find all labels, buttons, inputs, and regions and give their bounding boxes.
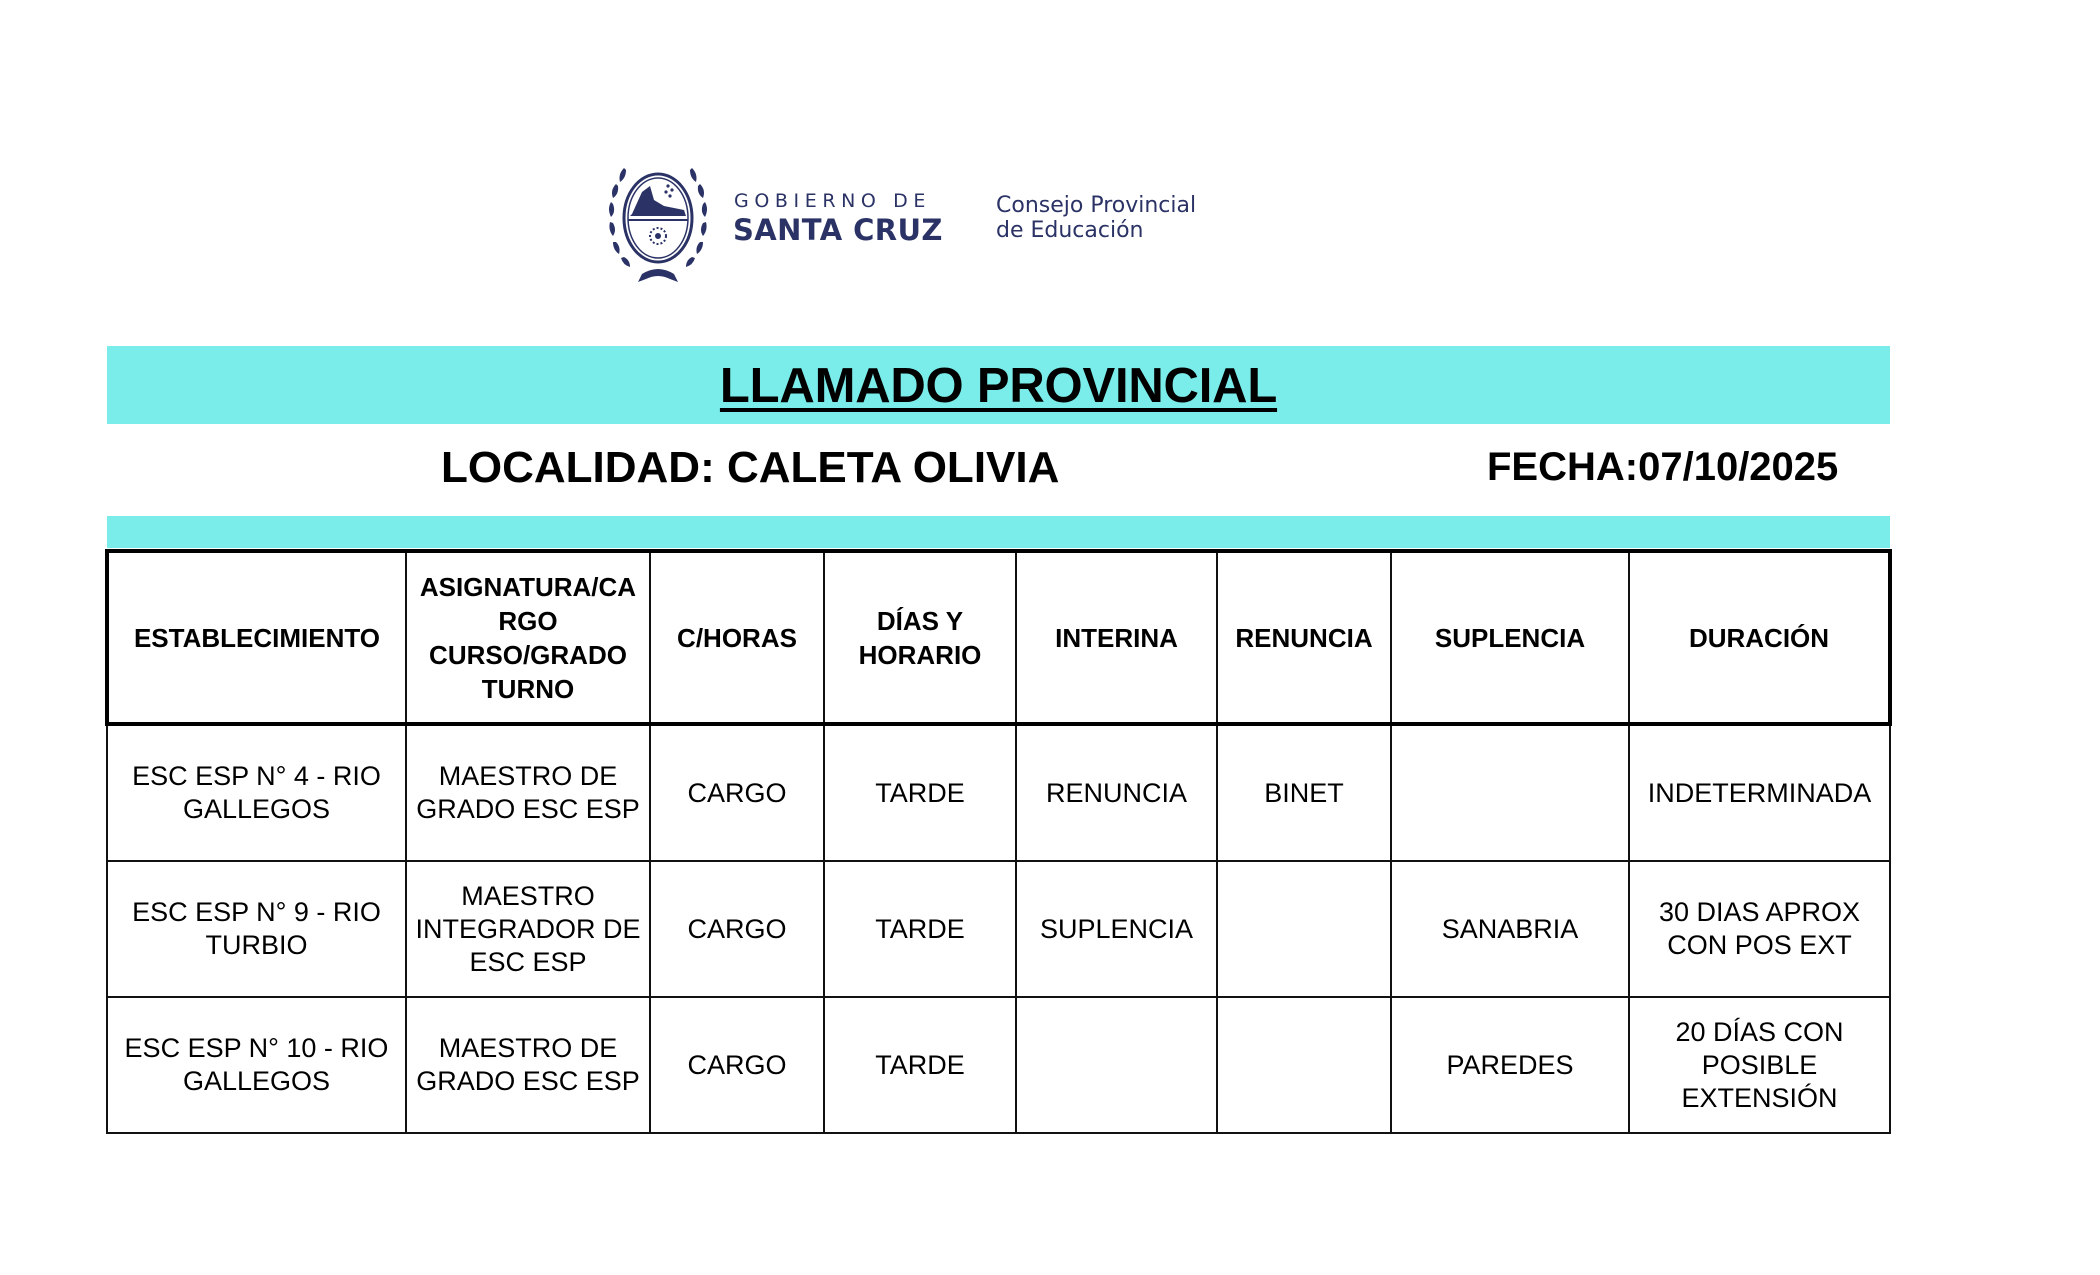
column-header-asignatura: ASIGNATURA/CA RGO CURSO/GRADO TURNO	[406, 551, 650, 724]
separator-band	[107, 516, 1890, 548]
fecha-label: FECHA:07/10/2025	[1487, 445, 1839, 489]
document-title: LLAMADO PROVINCIAL	[719, 359, 1278, 413]
cell-dias-horario: TARDE	[824, 861, 1016, 997]
table-header-row	[107, 551, 1890, 724]
cell-c-horas: CARGO	[650, 997, 824, 1133]
cell-duracion: INDETERMINADA	[1629, 724, 1890, 861]
cell-c-horas: CARGO	[650, 861, 824, 997]
cell-interina	[1016, 997, 1217, 1133]
education-council-line2: de Educación	[996, 218, 1144, 243]
column-header-renuncia: RENUNCIA	[1217, 551, 1391, 724]
localidad-label: LOCALIDAD: CALETA OLIVIA	[441, 443, 1060, 492]
table-row	[107, 997, 1890, 1133]
government-name-line1: GOBIERNO DE	[734, 190, 931, 212]
cell-duracion: 20 DÍAS CON POSIBLE EXTENSIÓN	[1629, 997, 1890, 1133]
cell-establecimiento: ESC ESP N° 10 - RIO GALLEGOS	[107, 997, 406, 1133]
cell-establecimiento: ESC ESP N° 4 - RIO GALLEGOS	[107, 724, 406, 861]
education-council-line1: Consejo Provincial	[996, 193, 1197, 218]
cell-dias-horario: TARDE	[824, 997, 1016, 1133]
cell-suplencia: PAREDES	[1391, 997, 1629, 1133]
santa-cruz-coat-of-arms-icon	[606, 156, 710, 286]
column-header-establecimiento: ESTABLECIMIENTO	[107, 551, 406, 724]
cell-renuncia	[1217, 997, 1391, 1133]
table-row	[107, 724, 1890, 861]
table-row	[107, 861, 1890, 997]
cell-asignatura: MAESTRO DE GRADO ESC ESP	[406, 724, 650, 861]
cell-interina: SUPLENCIA	[1016, 861, 1217, 997]
cell-suplencia: SANABRIA	[1391, 861, 1629, 997]
cell-dias-horario: TARDE	[824, 724, 1016, 861]
vacancies-table	[105, 549, 1892, 1134]
cell-duracion: 30 DIAS APROX CON POS EXT	[1629, 861, 1890, 997]
education-council-name	[996, 193, 1196, 243]
cell-c-horas: CARGO	[650, 724, 824, 861]
cell-asignatura: MAESTRO INTEGRADOR DE ESC ESP	[406, 861, 650, 997]
cell-establecimiento: ESC ESP N° 9 - RIO TURBIO	[107, 861, 406, 997]
column-header-dias-horario: DÍAS Y HORARIO	[824, 551, 1016, 724]
cell-asignatura: MAESTRO DE GRADO ESC ESP	[406, 997, 650, 1133]
cell-renuncia: BINET	[1217, 724, 1391, 861]
column-header-interina: INTERINA	[1016, 551, 1217, 724]
title-band	[107, 346, 1890, 424]
column-header-c-horas: C/HORAS	[650, 551, 824, 724]
government-name-line2: SANTA CRUZ	[733, 213, 943, 247]
cell-interina: RENUNCIA	[1016, 724, 1217, 861]
cell-suplencia	[1391, 724, 1629, 861]
column-header-duracion: DURACIÓN	[1629, 551, 1890, 724]
cell-renuncia	[1217, 861, 1391, 997]
column-header-suplencia: SUPLENCIA	[1391, 551, 1629, 724]
